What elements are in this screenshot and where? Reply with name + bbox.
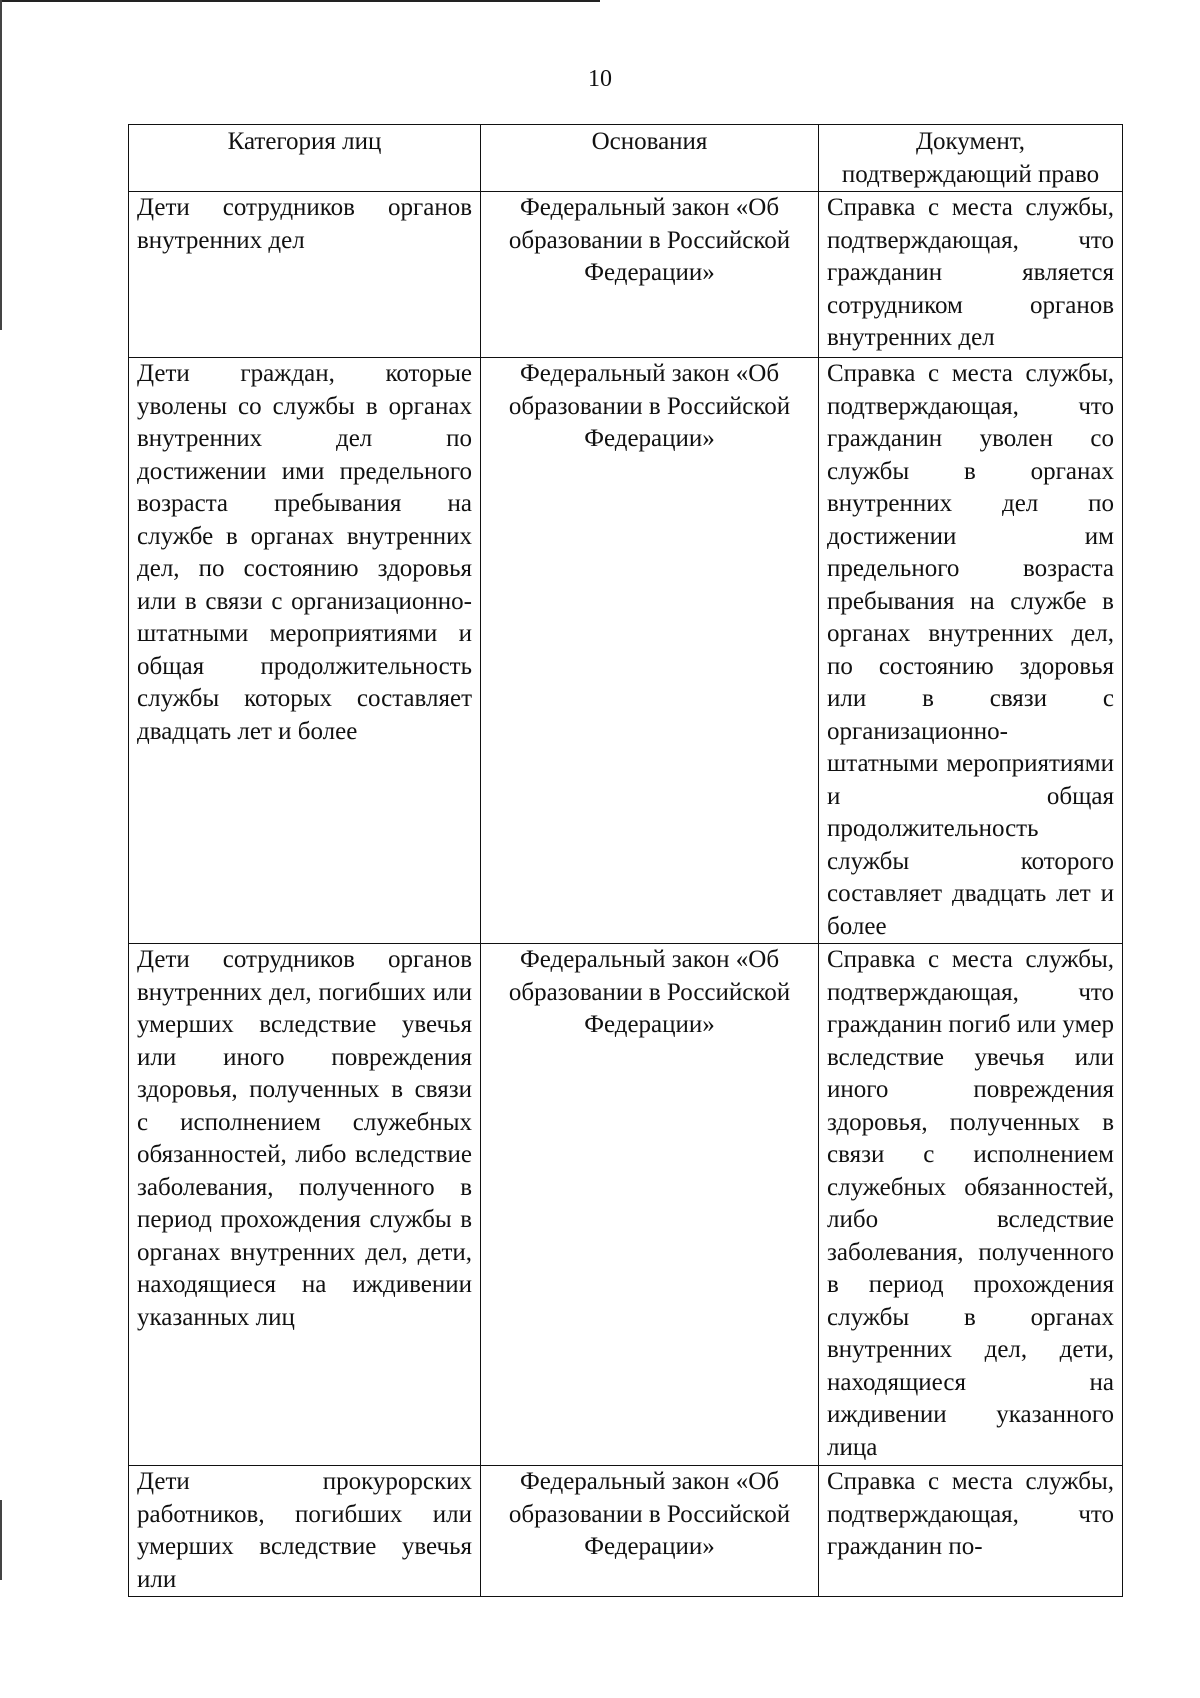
cell-category: Дети граждан, которые уволены со службы в органах внутренних дел по достижении ими предельного возраста пребывания на службе в органах внутренних дел, по состоянию здоровья или в связи с организационно-штатными мероприятиями и общая продолжительность службы которых составляет двадцать лет и более: [129, 358, 481, 944]
table-row: [129, 944, 1123, 1466]
cell-basis: Федеральный закон «Об образовании в Российской Федерации»: [481, 358, 819, 944]
cell-document: Справка с места службы, подтверждающая, что гражданин по-: [819, 1466, 1123, 1597]
cell-category: Дети прокурорских работников, погибших или умерших вследствие увечья или: [129, 1466, 481, 1597]
page-number: 10: [588, 66, 612, 92]
table-header-row: [129, 125, 1123, 192]
header-basis: Основания: [481, 125, 819, 192]
cell-category: Дети сотрудников органов внутренних дел, погибших или умерших вследствие увечья или иного повреждения здоровья, полученных в связи с исполнением служебных обязанностей, либо вследствие заболевания, полученного в период прохождения службы в органах внутренних дел, дети, находящиеся на иждивении указанных лиц: [129, 944, 481, 1466]
table-row: [129, 192, 1123, 358]
cell-basis: Федеральный закон «Об образовании в Российской Федерации»: [481, 1466, 819, 1597]
cell-basis: Федеральный закон «Об образовании в Российской Федерации»: [481, 192, 819, 358]
scan-edge-top: [0, 0, 600, 2]
cell-document: Справка с места службы, подтверждающая, что гражданин погиб или умер вследствие увечья или иного повреждения здоровья, полученных в связи с исполнением служебных обязанностей, либо вследствие заболевания, полученного в период прохождения службы в органах внутренних дел, дети, находящиеся на иждивении указанного лица: [819, 944, 1123, 1466]
cell-document: Справка с места службы, подтверждающая, что гражданин уволен со службы в органах внутренних дел по достижении им предельного возраста пребывания на службе в органах внутренних дел, по состоянию здоровья или в связи с организационно-штатными мероприятиями и общая продолжительность службы которого составляет двадцать лет и более: [819, 358, 1123, 944]
cell-category: Дети сотрудников органов внутренних дел: [129, 192, 481, 358]
scan-edge-left-lower: [0, 1500, 2, 1580]
cell-document: Справка с места службы, подтверждающая, что гражданин является сотрудником органов внутренних дел: [819, 192, 1123, 358]
cell-basis: Федеральный закон «Об образовании в Российской Федерации»: [481, 944, 819, 1466]
table-row: [129, 358, 1123, 944]
benefits-table: [128, 124, 1123, 1597]
scan-edge-left: [0, 0, 2, 330]
table-row: [129, 1466, 1123, 1597]
header-document: Документ, подтверждающий право: [819, 125, 1123, 192]
header-category: Категория лиц: [129, 125, 481, 192]
